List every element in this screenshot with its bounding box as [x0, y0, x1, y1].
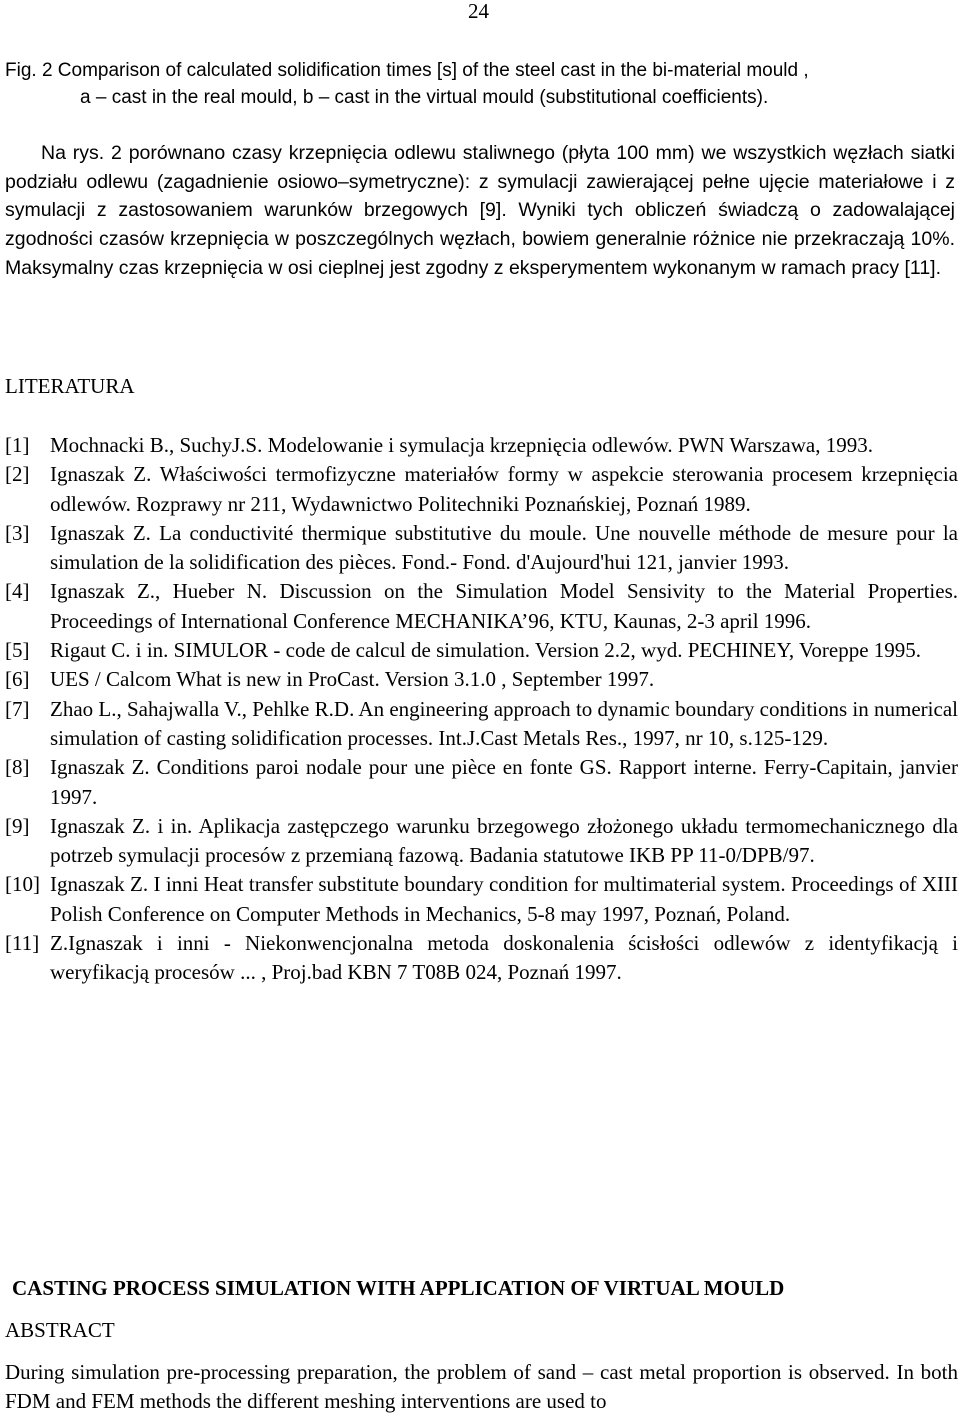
reference-text: Ignaszak Z. I inni Heat transfer substitute boundary condition for multimaterial system. Proceedings of XIII Polish Conference on Computer Methods in Mechanics, 5-8 may 1997, Poznań, Poland. [50, 872, 958, 926]
reference-text: Ignaszak Z. Conditions paroi nodale pour une pièce en fonte GS. Rapport interne. Ferry-Capitain, janvier 1997. [50, 755, 958, 809]
reference-text: Mochnacki B., SuchyJ.S. Modelowanie i symulacja krzepnięcia odlewów. PWN Warszawa, 1993. [50, 433, 873, 457]
reference-item [5, 665, 958, 694]
body-paragraph-text: Na rys. 2 porównano czasy krzepnięcia odlewu staliwnego (płyta 100 mm) we wszystkich węzłach siatki podziału odlewu (zagadnienie osiowo–symetryczne): z symulacji zawierającej pełne ujęcie materiałowe i z symulacji z zastosowaniem warunków brzegowych [9]. Wyniki tych obliczeń świadczą o zadowalającej zgodności czasów krzepnięcia w poszczególnych węzłach, bowiem generalnie różnice nie przekraczają 10%. Maksymalny czas krzepnięcia w osi cieplnej jest zgodny z eksperymentem wykonanym w ramach pracy [11]. [5, 142, 955, 279]
abstract-label: ABSTRACT [5, 1318, 115, 1342]
reference-item [5, 460, 958, 519]
reference-number: [8] [5, 755, 30, 780]
page-number: 24 [468, 0, 489, 23]
reference-item [5, 577, 958, 636]
reference-text: Ignaszak Z. La conductivité thermique substitutive du moule. Une nouvelle méthode de mesure pour la simulation de la solidification des pièces. Fond.- Fond. d'Aujourd'hui 121, janvier 1993. [50, 520, 958, 575]
reference-item [5, 812, 958, 871]
reference-text: Zhao L., Sahajwalla V., Pehlke R.D. An engineering approach to dynamic boundary conditions in numerical simulation of casting solidification processes. Int.J.Cast Metals Res., 1997, nr 10, s.125-129. [50, 696, 958, 750]
reference-number: [2] [5, 462, 30, 487]
reference-number: [7] [5, 696, 30, 721]
english-title: CASTING PROCESS SIMULATION WITH APPLICATION OF VIRTUAL MOULD [12, 1276, 785, 1300]
reference-item [5, 431, 958, 460]
literature-heading: LITERATURA [5, 374, 135, 398]
reference-number: [6] [5, 667, 30, 692]
reference-number: [4] [5, 579, 30, 604]
reference-number: [9] [5, 813, 30, 838]
abstract-text: During simulation pre-processing preparation, the problem of sand – cast metal proportion is observed. In both FDM and FEM methods the different meshing interventions are used to [5, 1360, 958, 1414]
reference-item [5, 695, 958, 754]
reference-item [5, 636, 958, 665]
reference-list [5, 431, 958, 988]
reference-number: [10] [5, 872, 40, 897]
reference-item [5, 519, 958, 578]
reference-text: UES / Calcom What is new in ProCast. Version 3.1.0 , September 1997. [50, 667, 655, 692]
reference-item [5, 870, 958, 929]
reference-item [5, 753, 958, 812]
reference-text: Z.Ignaszak i inni - Niekonwencjonalna metoda doskonalenia ścisłości odlewów z identyfikacją i weryfikacją procesów ... , Proj.bad KBN 7 T08B 024, Poznań 1997. [50, 931, 958, 985]
reference-text: Ignaszak Z. Właściwości termofizyczne materiałów formy w aspekcie sterowania procesem krzepnięcia odlewów. Rozprawy nr 211, Wydawnictwo Politechniki Poznańskiej, Poznań 1989. [50, 462, 958, 516]
reference-number: [1] [5, 433, 30, 457]
body-paragraph [5, 139, 955, 283]
reference-text: Ignaszak Z. i in. Aplikacja zastępczego warunku brzegowego złożonego układu termomechanicznego dla potrzeb symulacji procesów z przemianą fazową. Badania statutowe IKB PP 11-0/DPB/97. [50, 813, 958, 868]
figure-caption [5, 57, 950, 111]
reference-number: [3] [5, 520, 30, 545]
reference-number: [11] [5, 931, 40, 956]
reference-number: [5] [5, 638, 30, 663]
figure-caption-line-2: a – cast in the real mould, b – cast in the virtual mould (substitutional coefficients). [80, 87, 769, 108]
reference-text: Ignaszak Z., Hueber N. Discussion on the Simulation Model Sensivity to the Material Properties. Proceedings of International Conference MECHANIKA’96, KTU, Kaunas, 2-3 april 1996. [50, 579, 958, 633]
reference-text: Rigaut C. i in. SIMULOR - code de calcul de simulation. Version 2.2, wyd. PECHINEY, Voreppe 1995. [50, 638, 922, 663]
reference-item [5, 929, 958, 988]
figure-caption-line-1: Fig. 2 Comparison of calculated solidification times [s] of the steel cast in the bi-material mould , [5, 60, 809, 81]
